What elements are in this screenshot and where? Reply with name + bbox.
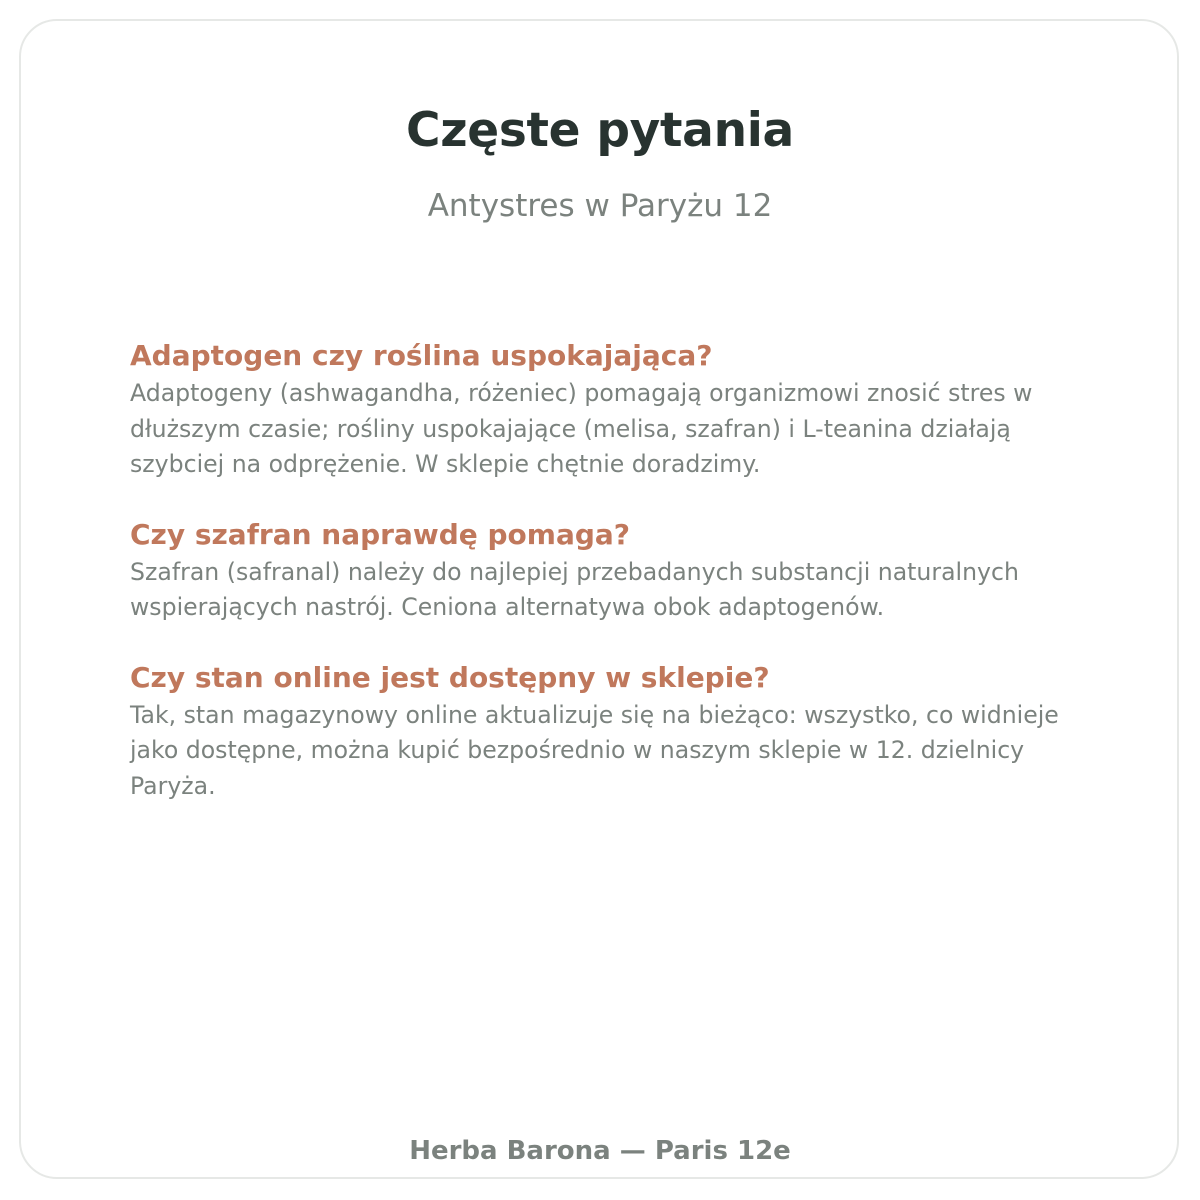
faq-answer: Szafran (safranal) należy do najlepiej przebadanych substancji naturalnych wspierających nastrój. Ceniona alternatywa obok adaptogenów.: [130, 557, 1019, 621]
page-title: Częste pytania: [406, 103, 794, 158]
page-subtitle: Antystres w Paryżu 12: [427, 188, 773, 224]
store-footer: Herba Barona — Paris 12e: [409, 1136, 791, 1166]
faq-question: Czy szafran naprawdę pomaga?: [130, 517, 631, 551]
faq-list: [130, 336, 1090, 836]
faq-item: [130, 658, 1090, 805]
faq-question: Czy stan online jest dostępny w sklepie?: [130, 660, 770, 694]
faq-item: [130, 515, 1090, 626]
faq-answer: Adaptogeny (ashwagandha, różeniec) pomagają organizmowi znosić stres w dłuższym czasie; rośliny uspokajające (melisa, szafran) i L-teanina działają szybciej na odprężenie. W sklepie chętnie doradzimy.: [130, 379, 1033, 478]
faq-item: [130, 336, 1090, 483]
faq-question: Adaptogen czy roślina uspokajająca?: [130, 339, 713, 372]
faq-answer: Tak, stan magazynowy online aktualizuje się na bieżąco: wszystko, co widnieje jako dostępne, można kupić bezpośrednio w naszym sklepie w 12. dzielnicy Paryża.: [130, 700, 1059, 800]
